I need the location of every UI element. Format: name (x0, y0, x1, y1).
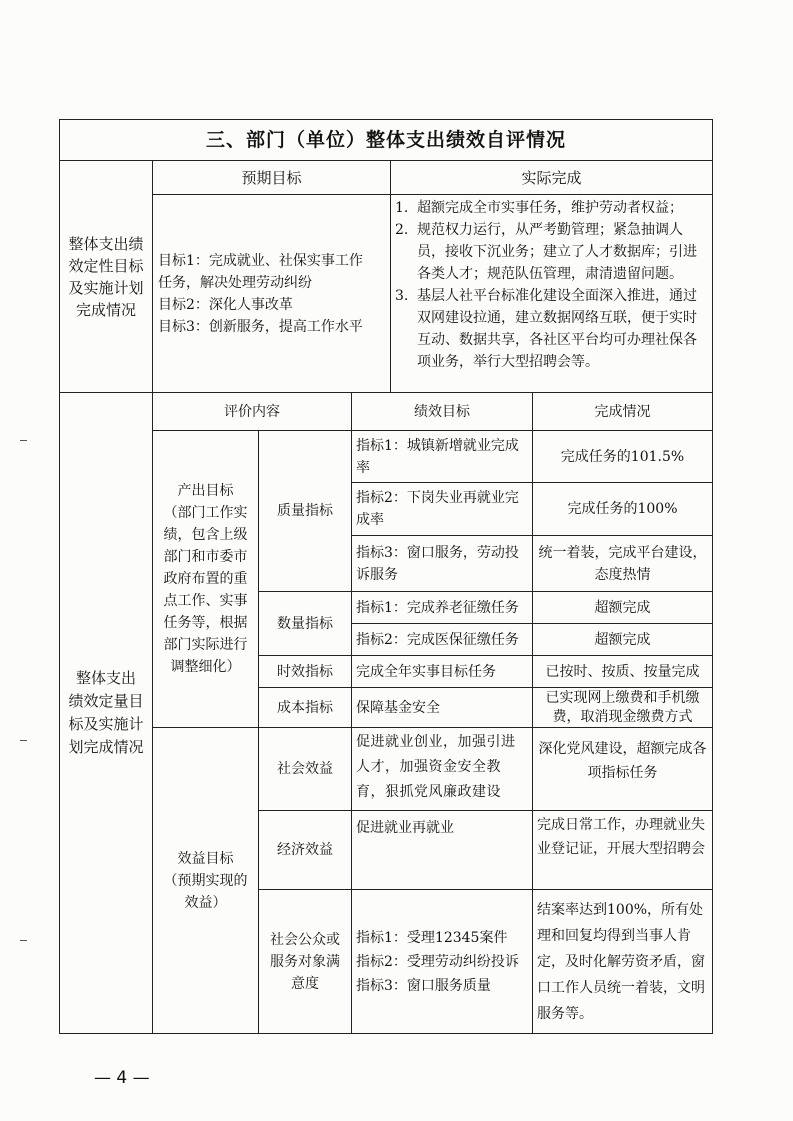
quantity-indicator-label: 数量指标 (277, 615, 333, 632)
actual-completion-header: 实际完成 (521, 168, 582, 187)
performance-target-header: 绩效目标 (414, 403, 470, 420)
satisfaction-target: 指标1：受理12345案件 指标2：受理劳动纠纷投诉 指标3：窗口服务质量 (356, 929, 519, 994)
quantity-target-1: 指标1：完成养老征缴任务 (356, 599, 519, 616)
economic-benefit-label: 经济效益 (277, 842, 333, 858)
cost-status: 已实现网上缴费和手机缴费，取消现金缴费方式 (545, 689, 700, 725)
qualitative-section-label: 整体支出绩 效定性目标 及实施计划 完成情况 (68, 234, 144, 319)
cost-indicator-label: 成本指标 (277, 699, 333, 716)
actual-completion-list (393, 197, 711, 391)
cost-target: 保障基金安全 (356, 699, 440, 716)
item-text: 规范权力运行，从严考勤管理；紧急抽调人员，接收下沉业务；建立了人才数据库；引进各类人才；规范队伍管理，肃清遗留问题。 (417, 222, 697, 282)
social-benefit-label: 社会效益 (277, 761, 333, 777)
eval-content-header: 评价内容 (224, 403, 280, 420)
actual-completion-item (395, 285, 709, 373)
item-text: 超额完成全市实事任务，维护劳动者权益； (417, 200, 683, 216)
page-number: — 4 — (94, 1068, 150, 1088)
satisfaction-label: 社会公众或 服务对象满 意度 (270, 931, 340, 992)
quality-status-1: 完成任务的101.5% (560, 448, 685, 465)
benefit-goal-label: 效益目标 （预期实现的 效益） (163, 850, 248, 911)
timeliness-status: 已按时、按质、按量完成 (545, 663, 700, 680)
item-number: 2. (395, 222, 409, 238)
quality-status-2: 完成任务的100% (567, 501, 678, 517)
economic-benefit-target: 促进就业再就业 (356, 820, 454, 836)
expected-goal-text: 目标1：完成就业、社保实事工作 任务，解决处理劳动纠纷 目标2：深化人事改革 目标3：创新服务，提高工作水平 (158, 252, 363, 335)
quantity-status-1: 超额完成 (594, 599, 651, 616)
item-text: 基层人社平台标准化建设全面深入推进，通过双网建设拉通，建立数据网络互联，便于实时互动、数据共享，各社区平台均可办理社保各项业务，举行大型招聘会等。 (417, 288, 697, 370)
item-number: 3. (395, 288, 409, 304)
output-goal-label: 产出目标 （部门工作实 绩，包含上级 部门和市委市 政府布置的重 点工作、实事 任务等，根据 部门实际进行 调整细化） (163, 483, 248, 675)
quantitative-section-label: 整体支出 绩效定量目 标及实施计 划完成情况 (68, 669, 144, 756)
timeliness-indicator-label: 时效指标 (277, 663, 333, 680)
timeliness-target: 完成全年实事目标任务 (356, 663, 496, 680)
completion-status-header: 完成情况 (594, 403, 651, 420)
quality-status-3: 统一着装，完成平台建设，态度热情 (538, 544, 707, 583)
quantity-target-2: 指标2：完成医保征缴任务 (356, 631, 519, 648)
satisfaction-status: 结案率达到100%，所有处理和回复均得到当事人肯定，及时化解劳资矛盾，窗口工作人员统一着装，文明服务等。 (537, 901, 705, 1022)
expected-goal-header: 预期目标 (241, 168, 302, 187)
page-title: 三、部门（单位）整体支出绩效自评情况 (205, 129, 566, 151)
quality-target-3: 指标3：窗口服务，劳动投诉服务 (356, 544, 519, 583)
actual-completion-item (395, 219, 709, 285)
quality-indicator-label: 质量指标 (277, 503, 333, 519)
quantity-status-2: 超额完成 (594, 631, 651, 648)
social-benefit-target: 促进就业创业，加强引进人才，加强资金安全教育，狠抓党风廉政建设 (356, 734, 516, 800)
quality-target-1: 指标1：城镇新增就业完成率 (356, 437, 519, 476)
item-number: 1. (395, 200, 409, 216)
social-benefit-status: 深化党风建设，超额完成各项指标任务 (538, 741, 707, 781)
actual-completion-item (395, 197, 709, 219)
quality-target-2: 指标2：下岗失业再就业完成率 (356, 490, 519, 528)
economic-benefit-status: 完成日常工作，办理就业失业登记证，开展大型招聘会 (537, 817, 705, 857)
